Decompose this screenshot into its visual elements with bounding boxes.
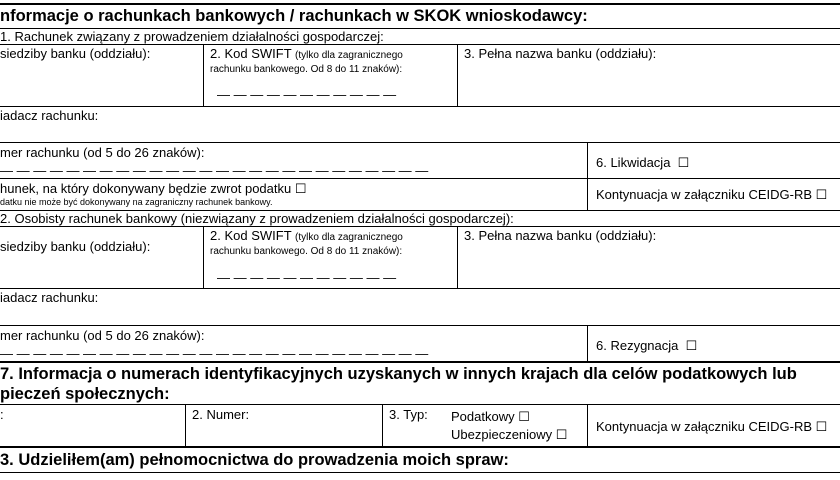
refund-option[interactable]: hunek, na który dokonywany będzie zwrot podatku ☐: [0, 181, 307, 196]
personal-swift-input[interactable]: — — — — — — — — — — —: [217, 270, 397, 285]
section-bank-title: nformacje o rachunkach bankowych / rachunkach w SKOK wnioskodawcy:: [0, 7, 588, 25]
business-bank-seat-label: siedziby banku (oddziału):: [0, 46, 151, 61]
rule: [0, 178, 840, 179]
personal-bank-seat-label: siedziby banku (oddziału):: [0, 239, 151, 254]
ids-number-label: 2. Numer:: [192, 407, 250, 422]
rule: [0, 226, 840, 227]
liquidation-option[interactable]: 6. Likwidacja ☐: [596, 155, 690, 170]
section-power-title: 3. Udzieliłem(am) pełnomocnictwa do prowadzenia moich spraw:: [0, 451, 509, 469]
top-rule: [0, 3, 840, 5]
business-continuation-option[interactable]: Kontynuacja w załączniku CEIDG-RB ☐: [596, 187, 828, 202]
divider: [587, 142, 588, 210]
ids-continuation-option[interactable]: Kontynuacja w załączniku CEIDG-RB ☐: [596, 419, 828, 434]
rule: [0, 44, 840, 45]
personal-number-input[interactable]: — — — — — — — — — — — — — — — — — — — — — — — — — —: [0, 346, 429, 361]
refund-note: datku nie może być dokonywany na zagraniczny rachunek bankowy.: [0, 197, 273, 207]
ids-continuation-checkbox[interactable]: ☐: [815, 419, 828, 434]
business-bank-name-label: 3. Pełna nazwa banku (oddziału):: [464, 46, 657, 61]
liquidation-checkbox[interactable]: ☐: [677, 155, 690, 170]
business-swift-note: rachunku bankowego. Od 8 do 11 znaków):: [210, 64, 403, 75]
resignation-option[interactable]: 6. Rezygnacja ☐: [596, 338, 698, 353]
ids-type-label: 3. Typ:: [389, 407, 428, 422]
ids-tax-checkbox[interactable]: ☐: [518, 409, 530, 424]
personal-account-heading: 2. Osobisty rachunek bankowy (niezwiązany z prowadzeniem działalności gospodarczej):: [0, 211, 514, 226]
rule: [0, 106, 840, 107]
divider: [457, 226, 458, 288]
business-account-heading: 1. Rachunek związany z prowadzeniem działalności gospodarczej:: [0, 29, 384, 44]
divider: [587, 404, 588, 446]
personal-swift-label: 2. Kod SWIFT (tylko dla zagranicznego: [210, 228, 403, 243]
divider: [185, 404, 186, 446]
ids-insurance-checkbox[interactable]: ☐: [555, 427, 568, 442]
section-rule: [0, 361, 840, 363]
rule: [0, 142, 840, 143]
business-number-label: mer rachunku (od 5 do 26 znaków):: [0, 145, 205, 160]
personal-swift-note: rachunku bankowego. Od 8 do 11 znaków):: [210, 246, 403, 257]
ids-col1-label: :: [0, 407, 4, 422]
section-ids-title-line2: pieczeń społecznych:: [0, 385, 170, 403]
divider: [382, 404, 383, 446]
ids-insurance-option[interactable]: Ubezpieczeniowy ☐: [451, 427, 568, 442]
rule: [0, 404, 840, 405]
personal-number-label: mer rachunku (od 5 do 26 znaków):: [0, 328, 205, 343]
ids-tax-option[interactable]: Podatkowy ☐: [451, 409, 530, 424]
personal-bank-name-label: 3. Pełna nazwa banku (oddziału):: [464, 228, 657, 243]
rule: [0, 288, 840, 289]
business-owner-label: iadacz rachunku:: [0, 108, 99, 123]
business-swift-input[interactable]: — — — — — — — — — — —: [217, 87, 397, 102]
rule: [0, 472, 840, 473]
refund-checkbox[interactable]: ☐: [294, 181, 307, 196]
rule: [0, 325, 840, 326]
business-swift-label: 2. Kod SWIFT (tylko dla zagranicznego: [210, 46, 403, 61]
divider: [587, 325, 588, 361]
resignation-checkbox[interactable]: ☐: [685, 338, 698, 353]
divider: [203, 44, 204, 106]
business-continuation-checkbox[interactable]: ☐: [815, 187, 828, 202]
section-ids-title-line1: 7. Informacja o numerach identyfikacyjnych uzyskanych w innych krajach dla celów podatkowych lub: [0, 365, 797, 383]
divider: [203, 226, 204, 288]
personal-owner-label: iadacz rachunku:: [0, 290, 99, 305]
business-number-input[interactable]: — — — — — — — — — — — — — — — — — — — — — — — — — —: [0, 163, 429, 178]
divider: [457, 44, 458, 106]
section-rule: [0, 446, 840, 448]
